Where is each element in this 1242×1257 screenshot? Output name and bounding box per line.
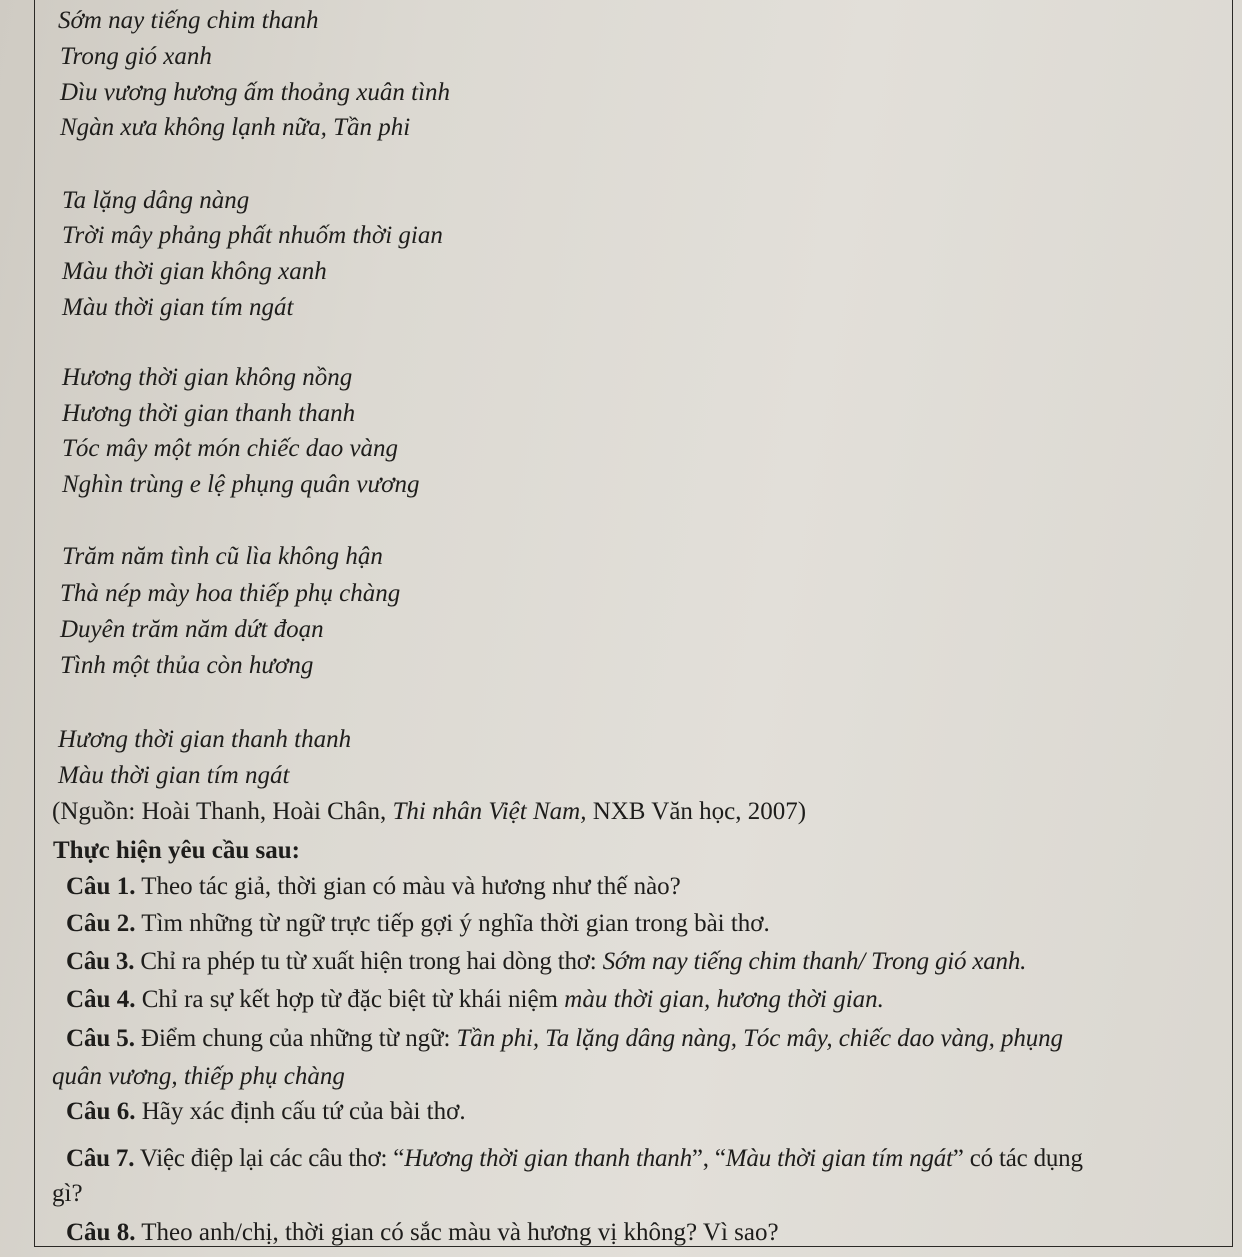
source-prefix: (Nguồn: Hoài Thanh, Hoài Chân, — [52, 798, 393, 825]
poem-line: Màu thời gian không xanh — [62, 258, 327, 285]
poem-line: Tóc mây một món chiếc dao vàng — [62, 435, 399, 462]
question-text: ”, “ — [691, 1145, 726, 1172]
question-text: Chỉ ra sự kết hợp từ đặc biệt từ khái niệm — [135, 986, 565, 1013]
question-text: Điểm chung của những từ ngữ: — [134, 1025, 457, 1052]
question-quote: Màu thời gian tím ngát — [725, 1145, 953, 1172]
question-label: Câu 5. — [66, 1025, 135, 1052]
question-7-continuation: gì? — [52, 1180, 83, 1207]
question-2 — [66, 909, 770, 939]
question-quote: màu thời gian, hương thời gian. — [564, 986, 884, 1013]
question-3 — [66, 947, 1026, 977]
question-label: Câu 2. — [66, 910, 136, 937]
question-text: Chỉ ra phép tu từ xuất hiện trong hai dòng thơ: — [134, 948, 603, 975]
question-5 — [66, 1024, 1063, 1054]
poem-line: Ta lặng dâng nàng — [62, 187, 250, 214]
question-label: Câu 7. — [66, 1145, 135, 1172]
question-quote: Tần phi, Ta lặng dâng nàng, Tóc mây, chiếc dao vàng, phụng — [456, 1025, 1063, 1052]
poem-line: Trăm năm tình cũ lìa không hận — [62, 543, 383, 570]
poem-line: Dìu vương hương ấm thoảng xuân tình — [60, 79, 451, 106]
poem-line: Hương thời gian thanh thanh — [62, 400, 356, 427]
question-text: Việc điệp lại các câu thơ: “ — [134, 1145, 405, 1172]
question-label: Câu 8. — [66, 1219, 136, 1246]
question-text: Hãy xác định cấu tứ của bài thơ. — [135, 1098, 466, 1125]
poem-line: Trong gió xanh — [60, 43, 212, 70]
question-label: Câu 3. — [66, 948, 135, 975]
question-8 — [66, 1218, 779, 1248]
poem-line: Ngàn xưa không lạnh nữa, Tần phi — [60, 114, 411, 141]
question-text: Tìm những từ ngữ trực tiếp gợi ý nghĩa thời gian trong bài thơ. — [135, 910, 770, 937]
instructions-heading: Thực hiện yêu cầu sau: — [53, 837, 300, 864]
question-7 — [66, 1144, 1083, 1174]
poem-line: Hương thời gian thanh thanh — [58, 726, 352, 753]
source-suffix: NXB Văn học, 2007) — [586, 798, 807, 825]
question-text: Theo tác giả, thời gian có màu và hương như thế nào? — [135, 873, 681, 900]
question-label: Câu 1. — [66, 873, 136, 900]
question-4 — [66, 985, 884, 1015]
poem-line: Màu thời gian tím ngát — [62, 294, 294, 321]
poem-line: Tình một thủa còn hương — [60, 652, 314, 679]
question-text: Theo anh/chị, thời gian có sắc màu và hương vị không? Vì sao? — [135, 1219, 779, 1246]
poem-line: Thà nép mày hoa thiếp phụ chàng — [60, 580, 401, 607]
question-label: Câu 6. — [66, 1098, 136, 1125]
poem-line: Trời mây phảng phất nhuốm thời gian — [62, 222, 443, 249]
question-6 — [66, 1097, 466, 1127]
question-text: ” có tác dụng — [952, 1145, 1083, 1172]
question-quote: Sớm nay tiếng chim thanh/ Trong gió xanh. — [602, 948, 1027, 975]
poem-line: Duyên trăm năm dứt đoạn — [60, 616, 324, 643]
question-1 — [66, 872, 681, 902]
poem-line: Nghìn trùng e lệ phụng quân vương — [62, 471, 420, 498]
source-citation — [52, 797, 806, 827]
source-book-title: Thi nhân Việt Nam, — [392, 798, 587, 825]
poem-line: Hương thời gian không nồng — [62, 364, 353, 391]
poem-line: Màu thời gian tím ngát — [58, 762, 290, 789]
question-label: Câu 4. — [66, 986, 136, 1013]
poem-line: Sớm nay tiếng chim thanh — [58, 7, 319, 34]
question-5-continuation: quân vương, thiếp phụ chàng — [52, 1063, 345, 1090]
question-quote: Hương thời gian thanh thanh — [404, 1145, 692, 1172]
